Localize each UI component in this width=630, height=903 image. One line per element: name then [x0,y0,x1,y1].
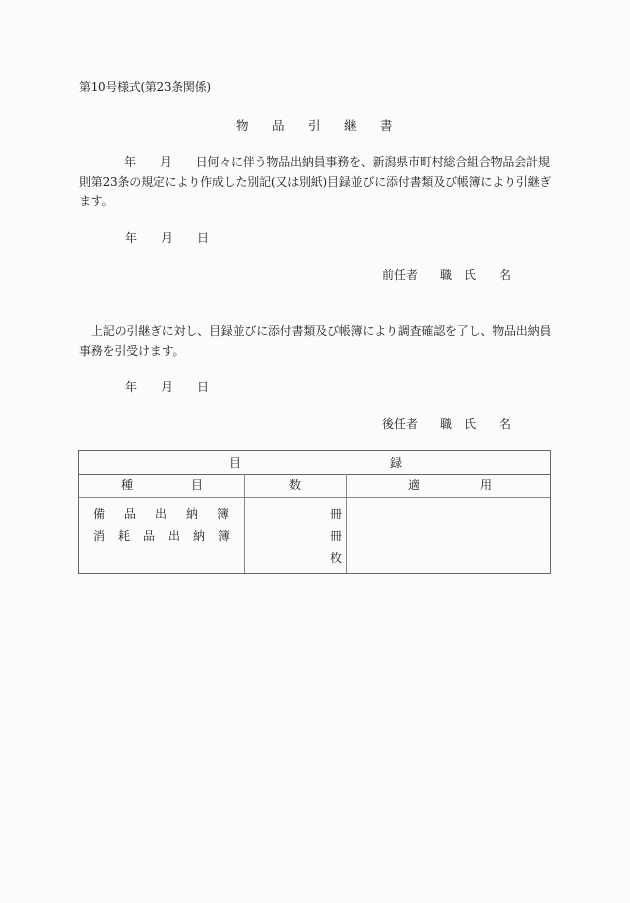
header-type: 種 [121,478,134,492]
year-label: 年 [125,231,138,245]
predecessor-signature [382,269,511,281]
item-char: 消 [93,529,106,543]
header-remarks: 適 [408,478,421,492]
table-title-right: 録 [390,456,403,470]
item-char: 品 [143,529,156,543]
item-char: 簿 [217,507,230,521]
title-char: 継 [344,118,357,133]
title-label: 職 [440,268,453,282]
month-label: 月 [161,231,174,245]
day-label: 日 [197,231,210,245]
successor-signature [382,418,511,430]
item-char: 納 [186,507,199,521]
form-number: 第10号様式(第23条関係) [79,80,211,94]
column-divider [346,474,347,573]
table-title-row [79,451,550,475]
item-char: 出 [168,529,181,543]
paragraph-line: 上記の引継ぎに対し、目録並びに添付書類及び帳簿により調査確認を了し、物品出納員 [91,324,552,338]
item-char: 簿 [218,529,231,543]
title-char: 引 [308,118,321,133]
header-remarks: 用 [480,478,493,492]
paragraph-line: 則第23条の規定により作成した別記(又は別紙)目録並びに添付書類及び帳簿により引継ぎ [79,174,552,189]
item-char: 品 [124,507,137,521]
year-label: 年 [124,155,136,169]
role-label: 前任者 [382,268,419,282]
item-char: 納 [193,529,206,543]
name-label: 名 [499,417,512,431]
item-char: 出 [155,507,168,521]
surname-label: 氏 [464,268,477,282]
role-label: 後任者 [382,417,419,431]
name-label: 名 [499,268,512,282]
table-row-item [93,530,230,542]
paragraph-line: ます。 [79,194,114,208]
acceptance-date [125,381,233,393]
title-label: 職 [440,417,453,431]
title-char: 物 [236,118,249,133]
month-label: 月 [161,380,174,394]
handover-date [125,232,233,244]
table-title-left: 目 [229,456,242,470]
inventory-table [78,450,551,574]
paragraph-line [79,153,555,173]
table-row-unit: 冊 [330,529,343,543]
table-header-row [79,474,550,498]
paragraph-text: 日何々に伴う物品出納員事務を、新潟県市町村総合組合物品会計規 [195,155,550,169]
title-char: 品 [272,118,285,133]
header-count: 数 [289,478,302,492]
surname-label: 氏 [464,417,477,431]
header-type: 目 [191,478,204,492]
month-label: 月 [159,155,172,169]
handover-paragraph [79,153,555,212]
table-row-item [93,508,229,520]
day-label: 日 [197,380,210,394]
year-label: 年 [125,380,138,394]
acceptance-paragraph [79,322,555,361]
item-char: 備 [93,507,106,521]
table-row-unit: 冊 [330,507,343,521]
document-title [236,120,416,133]
column-divider [244,474,245,573]
table-row-unit: 枚 [330,551,343,565]
title-char: 書 [380,118,393,133]
item-char: 耗 [118,529,131,543]
paragraph-line: 事務を引受けます。 [79,343,185,358]
